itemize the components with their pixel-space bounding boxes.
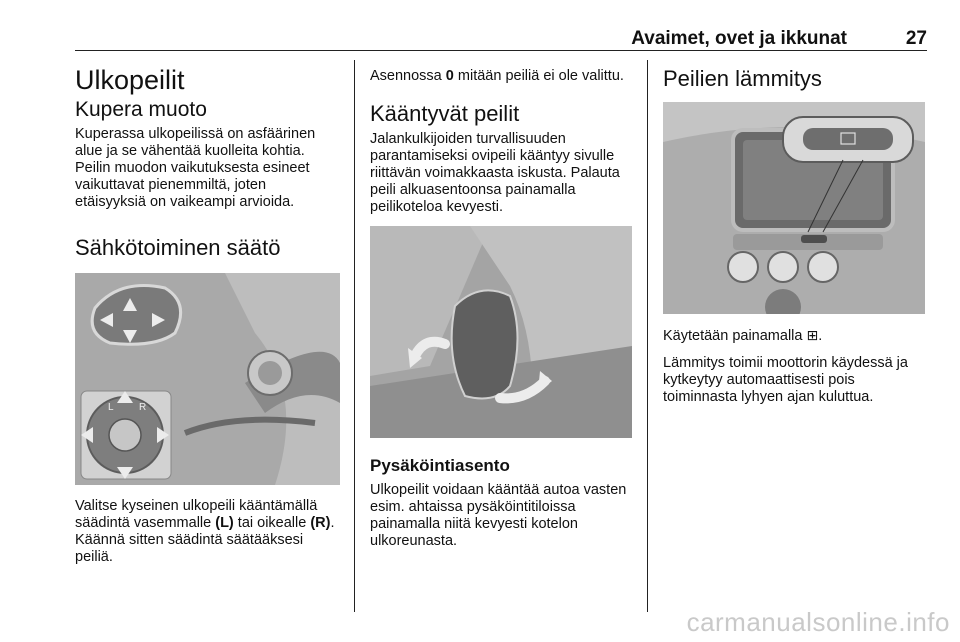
heated-mirror-icon: ⊞ xyxy=(806,328,819,344)
control-label-l: L xyxy=(108,402,114,413)
parking-text: Ulkopeilit voidaan kääntää autoa vasten esim. ahtaissa pysäköintitiloissa painamalla niitä kevyesti kotelon ulkoreunasta. xyxy=(370,482,627,549)
heating-info-text: Lämmitys toimii moottorin käydessä ja kytkeytyy automaattisesti pois toiminnasta lyhyen ajan kuluttua. xyxy=(663,355,908,405)
column-1 xyxy=(75,60,340,576)
subheading-folding: Kääntyvät peilit xyxy=(370,101,520,126)
watermark: carmanualsonline.info xyxy=(686,607,950,637)
figure-folding-mirror xyxy=(370,226,632,438)
column-3 xyxy=(663,60,928,416)
subheading-electric: Sähkötoiminen säätö xyxy=(75,235,281,260)
column-2 xyxy=(370,60,632,560)
header-title: Avaimet, ovet ja ikkunat xyxy=(631,28,847,49)
column-divider-2 xyxy=(647,60,648,612)
position-zero-text: Asennossa 0 mitään peiliä ei ole valittu. xyxy=(370,68,624,84)
folding-text: Jalankulkijoiden turvallisuuden parantamiseksi ovipeili kääntyy sivulle riittävän voimakkaasta iskusta. Palauta peili alkuasentoonsa painamalla peilikoteloa kevyesti. xyxy=(370,131,620,215)
section-title-mirrors: Ulkopeilit xyxy=(75,65,185,95)
heating-usage-text: Käytetään painamalla ⊞. xyxy=(663,328,823,344)
page-number: 27 xyxy=(905,28,927,49)
subheading-convex: Kupera muoto xyxy=(75,98,207,121)
figure-heated-mirror-button xyxy=(663,102,925,314)
section-title-heating: Peilien lämmitys xyxy=(663,66,822,91)
column-divider-1 xyxy=(354,60,355,612)
page-header xyxy=(75,28,927,51)
electric-text: Valitse kyseinen ulkopeili kääntämällä säädintä vasemmalle (L) tai oikealle (R). Käännä sitten säädintä säätääksesi peiliä. xyxy=(75,498,335,565)
figure-mirror-control xyxy=(75,273,340,485)
subheading-parking: Pysäköintiasento xyxy=(370,456,510,475)
control-label-r: R xyxy=(139,402,147,413)
convex-text: Kuperassa ulkopeilissä on asfäärinen alue ja se vähentää kuolleita kohtia. Peilin muodon vaikutuksesta esineet vaikuttavat pienemmiltä, joten etäisyyksiä on vaikeampi arvioida. xyxy=(75,126,316,210)
